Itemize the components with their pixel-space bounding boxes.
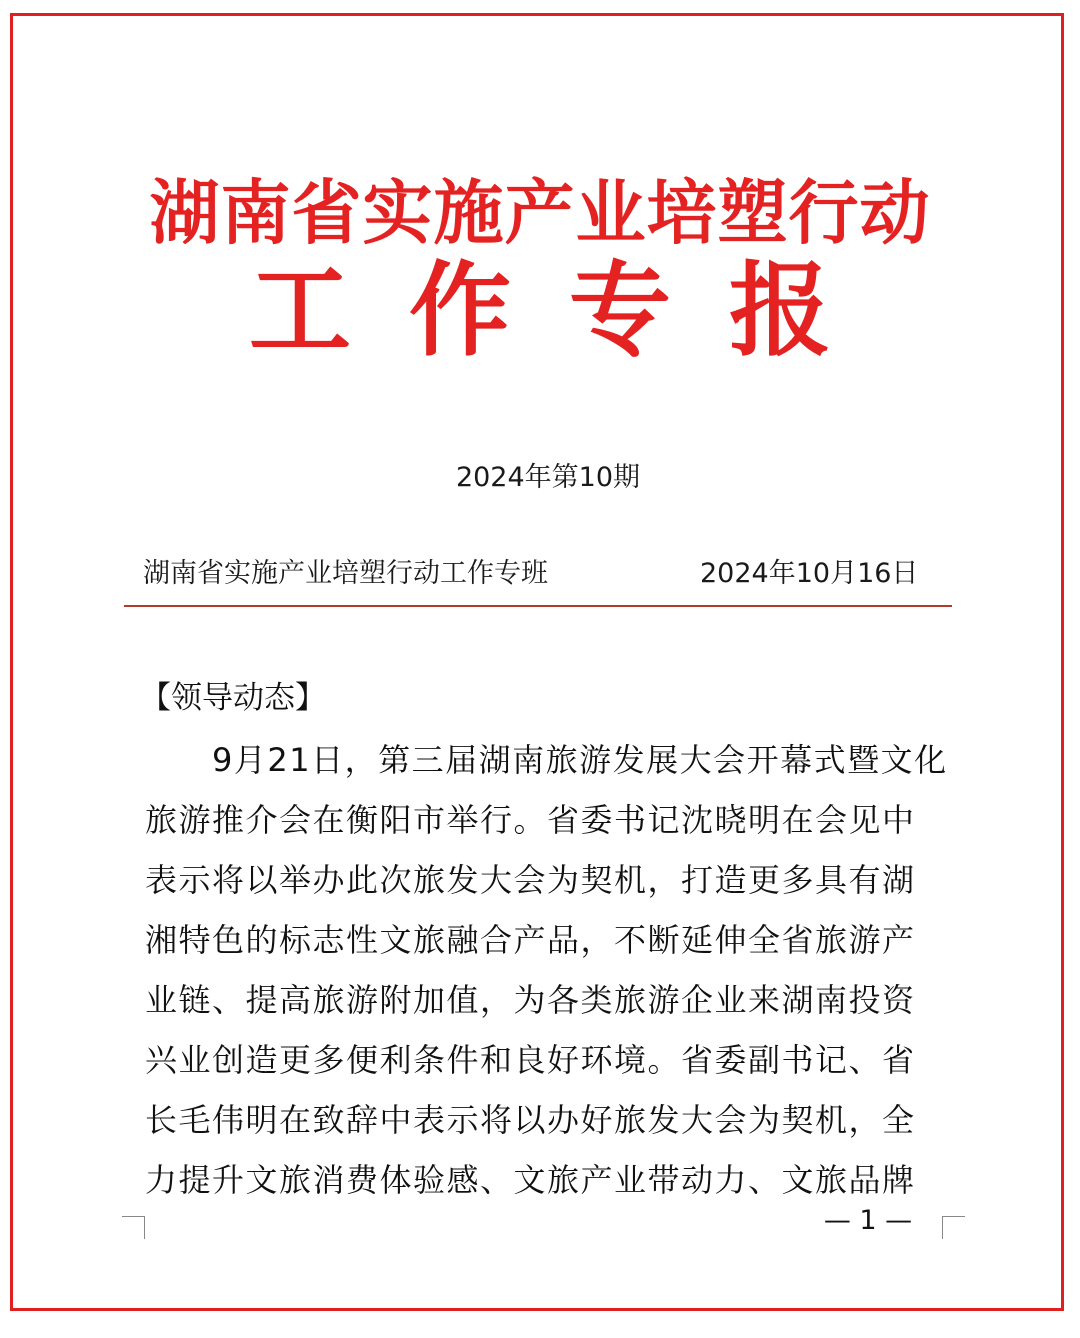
header-divider xyxy=(124,605,952,607)
issue-date: 2024年10月16日 xyxy=(700,558,919,589)
body-line: 湘特色的标志性文旅融合产品，不断延伸全省旅游产 xyxy=(145,921,916,959)
issue-number: 2024年第10期 xyxy=(455,462,641,493)
crop-mark-right xyxy=(942,1216,965,1239)
issuer-name: 湖南省实施产业培塑行动工作专班 xyxy=(143,558,548,589)
body-line: 力提升文旅消费体验感、文旅产业带动力、文旅品牌 xyxy=(145,1161,916,1199)
body-line: 9月21日，第三届湖南旅游发展大会开幕式暨文化 xyxy=(145,741,948,779)
body-line: 兴业创造更多便利条件和良好环境。省委副书记、省 xyxy=(145,1041,916,1079)
masthead-title: 湖南省实施产业培塑行动 xyxy=(149,172,931,254)
body-line: 业链、提高旅游附加值，为各类旅游企业来湖南投资 xyxy=(145,981,916,1019)
body-line: 长毛伟明在致辞中表示将以办好旅发大会为契机，全 xyxy=(145,1101,916,1139)
section-heading: 【领导动态】 xyxy=(140,680,326,716)
article-body xyxy=(145,730,948,1210)
body-line: 旅游推介会在衡阳市举行。省委书记沈晓明在会见中 xyxy=(145,801,916,839)
masthead-subtitle: 工作专报 xyxy=(249,252,889,371)
page-number: — 1 — xyxy=(823,1205,913,1236)
crop-mark-left xyxy=(122,1216,145,1239)
body-line: 表示将以举办此次旅发大会为契机，打造更多具有湖 xyxy=(145,861,916,899)
